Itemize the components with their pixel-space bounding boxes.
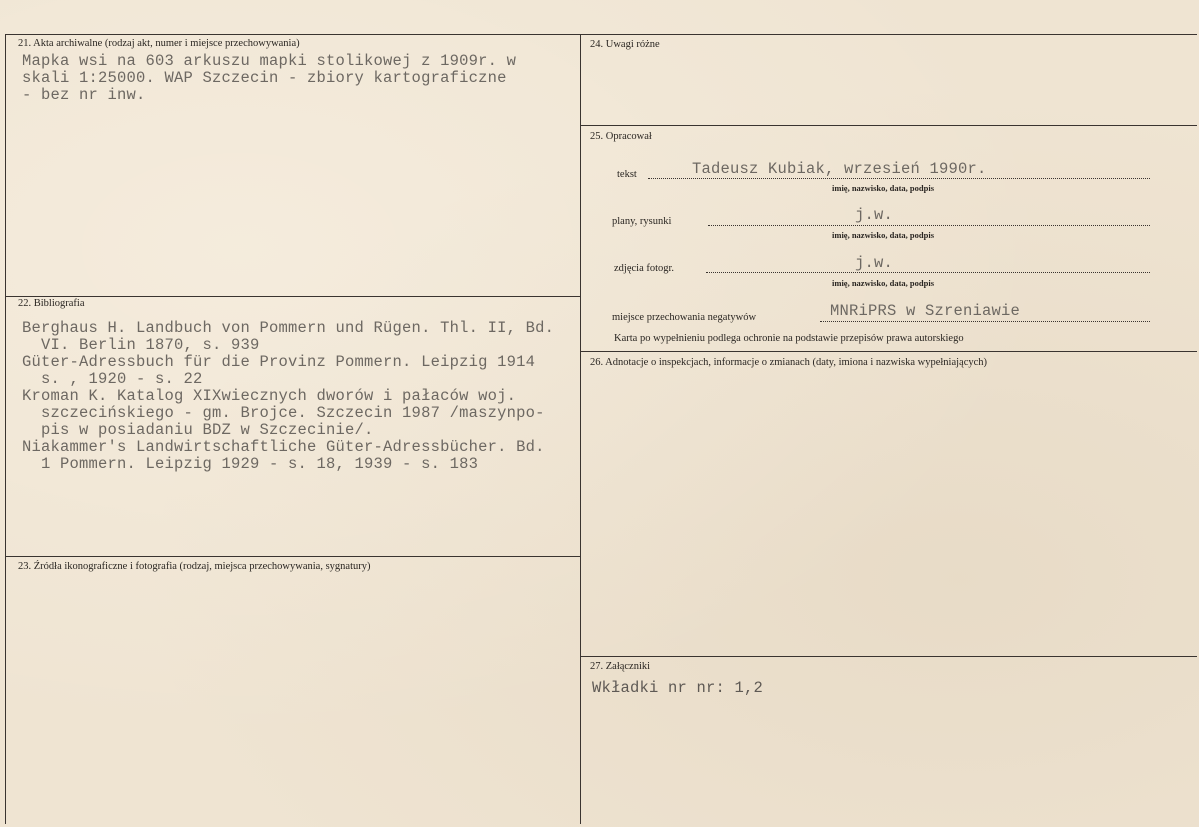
left-border <box>5 34 6 824</box>
tekst-caption: imię, nazwisko, data, podpis <box>832 183 935 193</box>
plany-caption: imię, nazwisko, data, podpis <box>832 230 935 240</box>
tekst-label: tekst <box>617 169 637 180</box>
section-21-heading: 21. Akta archiwalne (rodzaj akt, numer i miejsce przechowywania) <box>18 38 300 49</box>
section-22-heading: 22. Bibliografia <box>18 298 85 309</box>
divider-25-26 <box>580 351 1197 352</box>
plany-value: j.w. <box>855 206 894 224</box>
section-23-heading: 23. Źródła ikonograficzne i fotografia (rodzaj, miejsca przechowywania, sygnatury) <box>18 561 371 572</box>
section-25-heading: 25. Opracował <box>590 131 652 142</box>
zdjecia-value: j.w. <box>855 254 894 272</box>
bibliography-line-1: Berghaus H. Landbuch von Pommern und Rügen. Thl. II, Bd. <box>22 319 555 337</box>
bibliography-line-4: s. , 1920 - s. 22 <box>22 370 203 388</box>
negatywy-dotted-line <box>820 321 1150 322</box>
tekst-value: Tadeusz Kubiak, wrzesień 1990r. <box>692 160 987 178</box>
divider-26-27 <box>580 656 1197 657</box>
zdjecia-dotted-line <box>706 272 1150 273</box>
section-24-heading: 24. Uwagi różne <box>590 39 660 50</box>
bibliography-line-2: VI. Berlin 1870, s. 939 <box>22 336 260 354</box>
copyright-note: Karta po wypełnieniu podlega ochronie na podstawie przepisów prawa autorskiego <box>614 333 964 344</box>
bibliography-line-9: 1 Pommern. Leipzig 1929 - s. 18, 1939 - s. 183 <box>22 455 479 473</box>
bibliography-line-8: Niakammer's Landwirtschaftliche Güter-Adressbücher. Bd. <box>22 438 545 456</box>
section-21-line-3: - bez nr inw. <box>22 86 146 104</box>
plany-label: plany, rysunki <box>612 216 672 227</box>
bibliography-line-6: szczecińskiego - gm. Brojce. Szczecin 1987 /maszynpo- <box>22 404 545 422</box>
tekst-dotted-line <box>648 178 1150 179</box>
negatywy-label: miejsce przechowania negatywów <box>612 312 757 323</box>
attachments-value: Wkładki nr nr: 1,2 <box>592 679 764 697</box>
top-border <box>5 34 1197 35</box>
plany-dotted-line <box>708 225 1150 226</box>
divider-21-22 <box>5 296 581 297</box>
section-26-heading: 26. Adnotacje o inspekcjach, informacje o zmianach (daty, imiona i nazwiska wypełniających) <box>590 357 988 368</box>
zdjecia-label: zdjęcia fotogr. <box>614 263 675 274</box>
section-21-line-1: Mapka wsi na 603 arkuszu mapki stolikowej z 1909r. w <box>22 52 517 70</box>
divider-24-25 <box>580 125 1197 126</box>
center-divider <box>580 34 581 824</box>
section-21-line-2: skali 1:25000. WAP Szczecin - zbiory kartograficzne <box>22 69 507 87</box>
divider-22-23 <box>5 556 581 557</box>
section-27-heading: 27. Załączniki <box>590 661 651 672</box>
negatywy-value: MNRiPRS w Szreniawie <box>830 302 1021 320</box>
bibliography-line-3: Güter-Adressbuch für die Provinz Pommern. Leipzig 1914 <box>22 353 536 371</box>
bibliography-line-7: pis w posiadaniu BDZ w Szczecinie/. <box>22 421 374 439</box>
bibliography-line-5: Kroman K. Katalog XIXwiecznych dworów i pałaców woj. <box>22 387 517 405</box>
zdjecia-caption: imię, nazwisko, data, podpis <box>832 278 935 288</box>
